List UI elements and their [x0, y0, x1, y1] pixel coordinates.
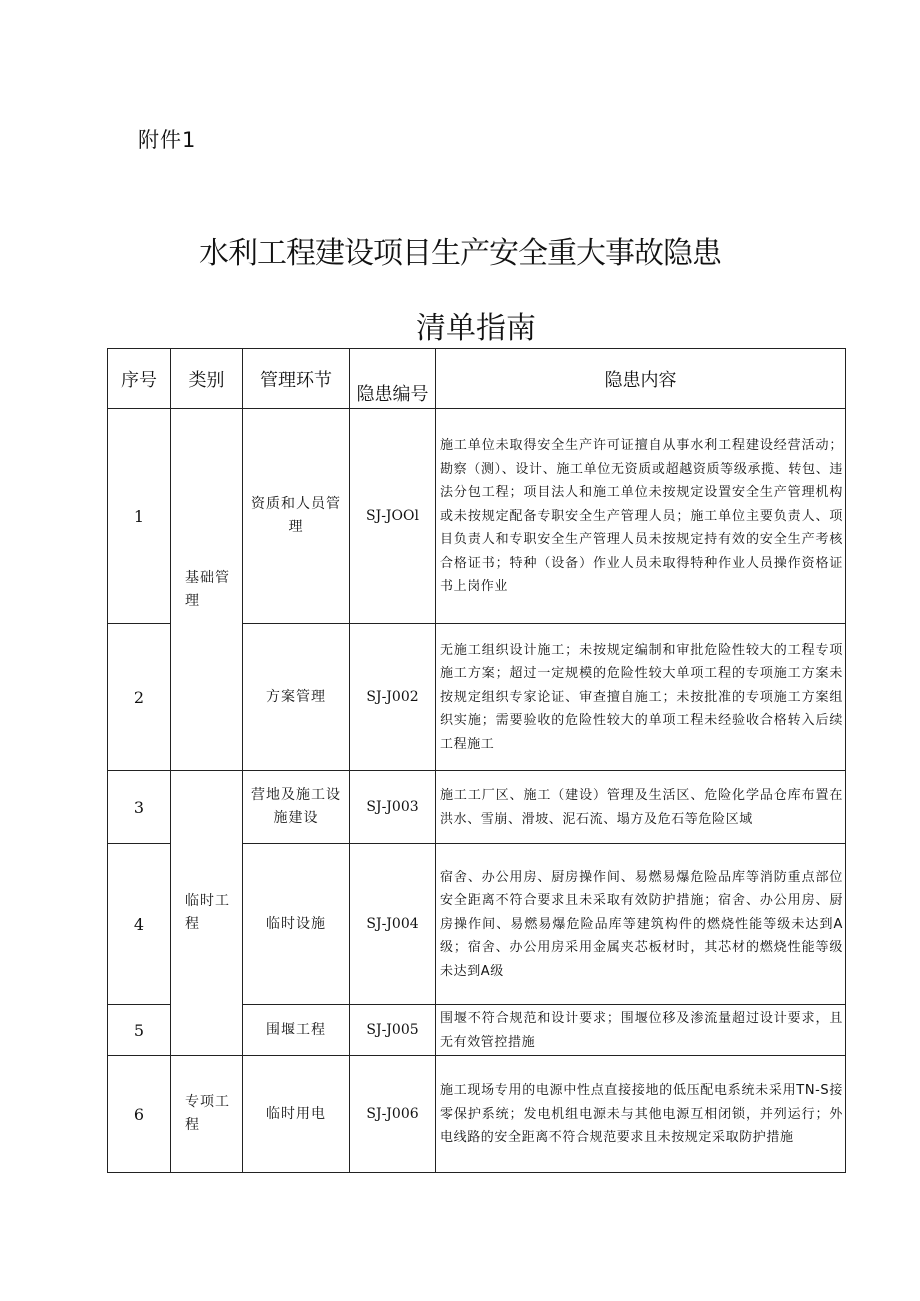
row-code: SJ-J002 [350, 624, 436, 771]
row-content: 施工现场专用的电源中性点直接接地的低压配电系统未采用TN-S接零保护系统；发电机组电源未与其他电源互相闭锁，并列运行；外电线路的安全距离不符合规范要求且未按规定采取防护措施 [436, 1056, 846, 1173]
row-management: 营地及施工设施建设 [243, 771, 350, 844]
row-management: 资质和人员管理 [243, 409, 350, 624]
row-code: SJ-JOOl [350, 409, 436, 624]
row-seq: 1 [108, 409, 171, 624]
row-content: 施工单位未取得安全生产许可证擅自从事水利工程建设经营活动；勘察（测）、设计、施工单位无资质或超越资质等级承揽、转包、违法分包工程；项目法人和施工单位未按规定设置安全生产管理机构或未按规定配备专职安全生产管理人员；施工单位主要负责人、项目负责人和专职安全生产管理人员未按规定持有效的安全生产考核合格证书；特种（设备）作业人员未取得特种作业人员操作资格证书上岗作业 [436, 409, 846, 624]
header-content: 隐患内容 [436, 349, 846, 409]
row-management: 临时设施 [243, 844, 350, 1005]
header-code: 隐患编号 [350, 349, 436, 409]
table-row [108, 771, 846, 844]
row-content: 宿舍、办公用房、厨房操作间、易燃易爆危险品库等消防重点部位安全距离不符合要求且未采取有效防护措施；宿舍、办公用房、厨房操作间、易燃易爆危险品库等建筑构件的燃烧性能等级未达到A级；宿舍、办公用房采用金属夹芯板材时，其芯材的燃烧性能等级未达到A级 [436, 844, 846, 1005]
header-management: 管理环节 [243, 349, 350, 409]
category-cell: 临时工程 [171, 771, 243, 1056]
document-title-line-1: 水利工程建设项目生产安全重大事故隐患 [199, 236, 721, 271]
row-seq: 5 [108, 1005, 171, 1056]
row-management: 围堰工程 [243, 1005, 350, 1056]
table-header-row [108, 349, 846, 409]
row-management: 临时用电 [243, 1056, 350, 1173]
table-row [108, 1056, 846, 1173]
row-seq: 2 [108, 624, 171, 771]
header-seq: 序号 [108, 349, 171, 409]
header-category: 类别 [171, 349, 243, 409]
row-seq: 4 [108, 844, 171, 1005]
row-code: SJ-J003 [350, 771, 436, 844]
row-content: 围堰不符合规范和设计要求；围堰位移及渗流量超过设计要求，且无有效管控措施 [436, 1005, 846, 1056]
row-code: SJ-J006 [350, 1056, 436, 1173]
category-cell: 专项工程 [171, 1056, 243, 1173]
row-code: SJ-J005 [350, 1005, 436, 1056]
row-seq: 6 [108, 1056, 171, 1173]
row-management: 方案管理 [243, 624, 350, 771]
category-cell: 基础管理 [171, 409, 243, 771]
row-seq: 3 [108, 771, 171, 844]
table-row [108, 409, 846, 624]
row-content: 施工工厂区、施工（建设）管理及生活区、危险化学品仓库布置在洪水、雪崩、滑坡、泥石流、塌方及危石等危险区域 [436, 771, 846, 844]
row-content: 无施工组织设计施工；未按规定编制和审批危险性较大的工程专项施工方案；超过一定规模的危险性较大单项工程的专项施工方案未按规定组织专家论证、审查擅自施工；未按批准的专项施工方案组织实施；需要验收的危险性较大的单项工程未经验收合格转入后续工程施工 [436, 624, 846, 771]
hazard-list-table [107, 348, 846, 1173]
attachment-label: 附件1 [138, 128, 197, 152]
document-title-line-2: 清单指南 [416, 311, 536, 346]
row-code: SJ-J004 [350, 844, 436, 1005]
